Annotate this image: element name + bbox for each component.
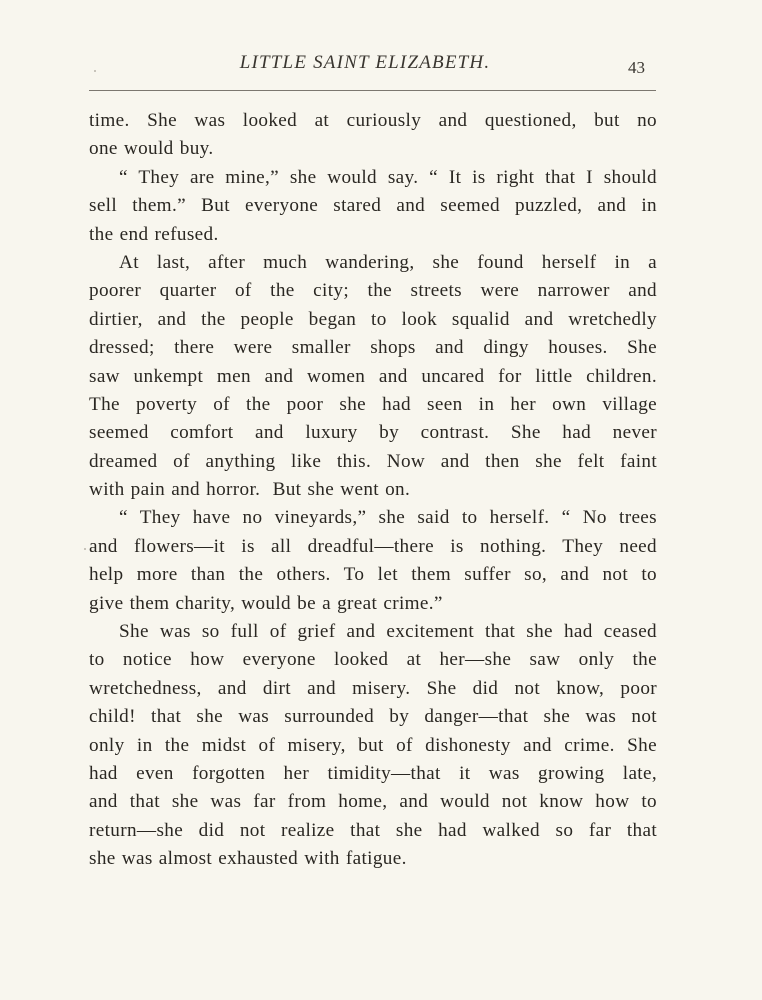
text-line: with pain and horror. But she went on. — [89, 479, 411, 501]
text-line: seemed comfort and luxury by contrast. She had never — [89, 422, 657, 444]
text-line: the end refused. — [89, 223, 219, 245]
body-text — [89, 107, 657, 874]
paper-speck — [94, 70, 96, 72]
text-line: and flowers—it is all dreadful—there is nothing. They need — [89, 535, 657, 557]
text-line: give them charity, would be a great crime.” — [89, 592, 443, 614]
text-line: wretchedness, and dirt and misery. She did not know, poor — [89, 677, 657, 699]
text-line: “ They have no vineyards,” she said to herself. “ No trees — [119, 507, 657, 529]
header-rule — [89, 90, 656, 91]
text-line: return—she did not realize that she had walked so far that — [89, 819, 657, 841]
text-line: saw unkempt men and women and uncared for little children. — [89, 365, 657, 387]
text-line: only in the midst of misery, but of dishonesty and crime. She — [89, 734, 657, 756]
text-line: At last, after much wandering, she found herself in a — [119, 251, 657, 273]
running-header — [0, 52, 762, 76]
text-line: had even forgotten her timidity—that it was growing late, — [89, 762, 657, 784]
text-line: help more than the others. To let them suffer so, and not to — [89, 564, 657, 586]
running-title: LITTLE SAINT ELIZABETH. — [239, 52, 491, 73]
text-line: and that she was far from home, and would not know how to — [89, 791, 657, 813]
text-line: child! that she was surrounded by danger—that she was not — [89, 706, 657, 728]
text-line: dressed; there were smaller shops and dingy houses. She — [89, 337, 657, 359]
text-line: “ They are mine,” she would say. “ It is right that I should — [119, 166, 657, 188]
text-line: to notice how everyone looked at her—she saw only the — [89, 649, 657, 671]
text-line: She was so full of grief and excitement that she had ceased — [119, 621, 657, 643]
text-line: dreamed of anything like this. Now and then she felt faint — [89, 450, 657, 472]
paper-speck — [84, 548, 86, 550]
page-number: 43 — [628, 58, 645, 77]
text-line: she was almost exhausted with fatigue. — [89, 848, 407, 870]
text-line: sell them.” But everyone stared and seemed puzzled, and in — [89, 195, 657, 217]
text-line: The poverty of the poor she had seen in her own village — [89, 393, 657, 415]
text-line: time. She was looked at curiously and questioned, but no — [89, 110, 657, 131]
text-line: poorer quarter of the city; the streets were narrower and — [89, 280, 657, 302]
text-line: one would buy. — [89, 138, 214, 160]
text-line: dirtier, and the people began to look squalid and wretchedly — [89, 308, 657, 330]
